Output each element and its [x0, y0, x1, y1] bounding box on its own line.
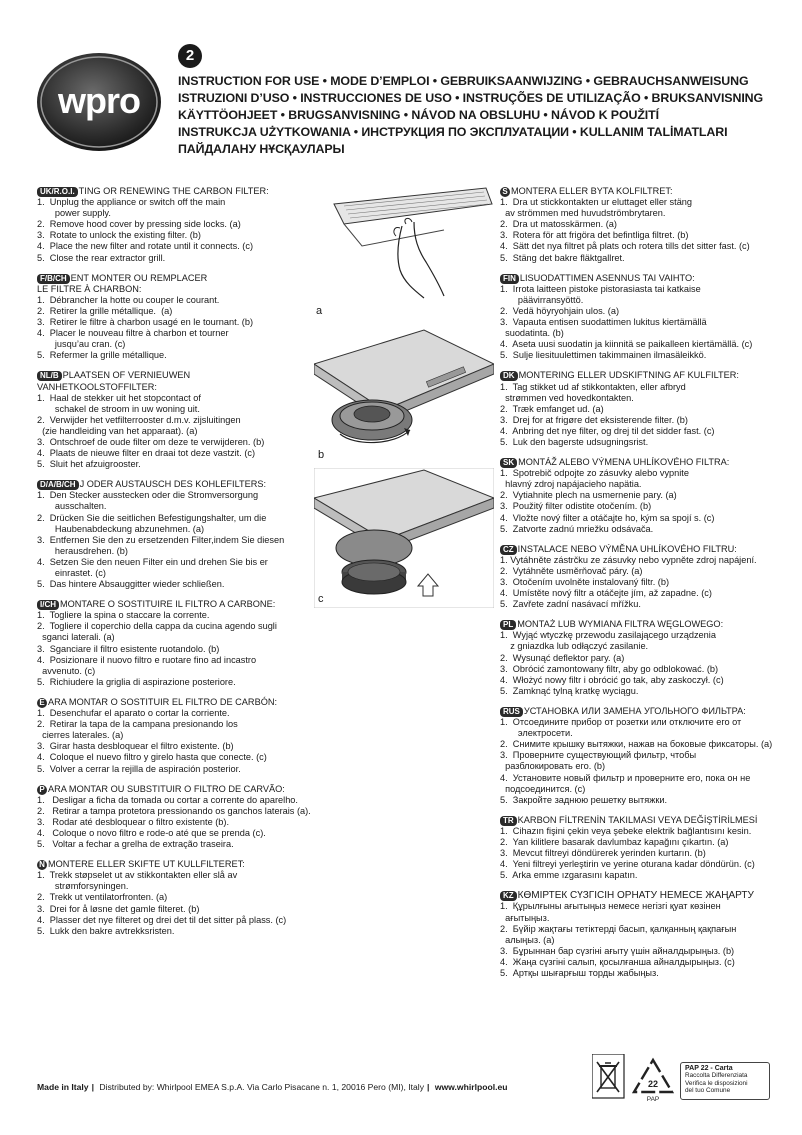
- instruction-step: 3. Проверните существующий фильтр, чтобы разблокировать его. (b): [500, 750, 697, 772]
- instruction-step: 4. Aseta uusi suodatin ja kiinnitä se paikalleen kiertämällä. (c): [500, 339, 753, 350]
- section-title: [37, 370, 319, 381]
- instruction-step: 2. Trekk ut ventilatorfronten. (a): [37, 892, 168, 903]
- page-number: 2: [178, 44, 202, 68]
- recycle-number: 22: [647, 1079, 659, 1089]
- title-line: INSTRUCTION FOR USE • MODE D’EMPLOI • GEBRUIKSAANWIJZING • GEBRAUCHSANWEISUNG: [178, 74, 749, 88]
- language-badge: CZ: [500, 545, 517, 555]
- language-badge: UK/R.O.I.: [37, 187, 78, 197]
- instruction-section: [37, 784, 319, 851]
- hood-filter-rotating-icon: [314, 324, 494, 464]
- instruction-step: 4. Anbring det nye filter, og drej til det sidder fast. (c): [500, 425, 715, 436]
- wpro-logo: [36, 52, 162, 152]
- instruction-step: 2. Dra ut matosskärmen. (a): [500, 219, 617, 230]
- section-title: [37, 479, 319, 490]
- instruction-step: 3. Vapauta entisen suodattimen lukitus kiertämällä suodatinta. (b): [500, 317, 707, 339]
- instruction-step: 5. Закройте заднюю решетку вытяжки.: [500, 794, 668, 805]
- instruction-step: 2. Verwijder het vetfilterrooster d.m.v. zijsluitingen (zie handleiding van het apparaat). (a): [37, 414, 241, 436]
- section-title: [37, 186, 319, 197]
- section-title: [37, 784, 319, 795]
- figure-a: [314, 186, 494, 324]
- instruction-section: [37, 370, 319, 470]
- title-line: INSTRUKCJA UŻYTKOWANIA • ИНСТРУКЦИЯ ПО ЭКСПЛУАТАЦИИ • KULLANIM TALİMATLARI: [178, 125, 728, 139]
- instruction-step: 3. Otočením uvolněte instalovaný filtr. (b): [500, 577, 670, 587]
- instruction-step: 1. Débrancher la hotte ou couper le courant.: [37, 294, 220, 305]
- instruction-step: 5. Sulje liesituulettimen takimmainen ilmasäleikkö.: [500, 350, 707, 361]
- website-link[interactable]: www.whirlpool.eu: [434, 1082, 508, 1092]
- recycle-code: PAP: [646, 1096, 660, 1102]
- right-instructions-column: [500, 186, 800, 988]
- language-badge: S: [500, 187, 510, 197]
- instruction-step: 3. Mevcut filtreyi döndürerek yerinden kurtarın. (b): [500, 848, 706, 859]
- hand-removing-grille-icon: [314, 186, 494, 324]
- instruction-step: 4. Coloque o novo filtro e rode-o até que se prenda (c).: [37, 827, 266, 838]
- instruction-step: 1. Trekk støpselet ut av stikkontakten eller slå av strømforsyningen.: [37, 870, 238, 892]
- distributor-text: Distributed by: Whirlpool EMEA S.p.A. Via Carlo Pisacane n. 1, 20016 Pero (MI), Italy: [99, 1082, 425, 1092]
- language-badge: N: [37, 860, 47, 870]
- instruction-section: [37, 859, 319, 937]
- instruction-step: 2. Vytáhněte usměrňovač páry. (a): [500, 565, 643, 576]
- instruction-section: [500, 457, 800, 535]
- instruction-section: [500, 273, 800, 362]
- instruction-step: 5. Arka emme ızgarasını kapatın.: [500, 870, 638, 881]
- instruction-step: 4. Setzen Sie den neuen Filter ein und drehen Sie bis er einrastet. (c): [37, 556, 268, 578]
- section-title-text: ARA MONTAR O SOSTITUIR EL FILTRO DE CARBÓN:: [48, 696, 278, 707]
- title-line: ПАЙДАЛАНУ НҰСҚАУЛАРЫ: [178, 142, 345, 156]
- language-badge: P: [37, 785, 47, 795]
- instruction-section: [500, 890, 800, 979]
- section-subtitle: LE FILTRE À CHARBON:: [37, 283, 142, 294]
- instruction-step: 2. Retirar a tampa protetora pressionando os ganchos laterais (a).: [37, 805, 311, 816]
- section-title: [37, 859, 319, 870]
- instruction-step: 4. Plaats de nieuwe filter en draai tot deze vastzit. (c): [37, 448, 256, 459]
- pap-line-1: Raccolta Differenziata: [685, 1072, 748, 1080]
- section-title-text: ARA MONTAR OU SUBSTITUIR O FILTRO DE CARVÃO:: [48, 783, 285, 794]
- instruction-step: 2. Бүйір жақтағы тетіктерді басып, қалқанның қақпағын алыңыз. (a): [500, 923, 737, 945]
- instruction-step: 3. Бұрыннан бар сүзгіні ағыту үшін айналдырыңыз. (b): [500, 945, 735, 956]
- instruction-step: 1. Haal de stekker uit het stopcontact of schakel de stroom in uw woning uit.: [37, 392, 201, 414]
- instruction-step: 3. Drei for å løsne det gamle filteret. (b): [37, 903, 200, 914]
- instruction-step: 4. Sätt det nya filtret på plats och rotera tills det sitter fast. (c): [500, 241, 750, 252]
- instruction-step: 2. Retirer la grille métallique. (a): [37, 305, 173, 316]
- instruction-step: 2. Vedä höyryohjain ulos. (a): [500, 305, 619, 316]
- instruction-step: 5. Stäng det bakre fläktgallret.: [500, 252, 625, 263]
- section-title-text: ENT MONTER OU REMPLACER: [70, 272, 208, 283]
- section-title-text: MONTERE ELLER SKIFTE UT KULLFILTERET:: [48, 859, 245, 870]
- instruction-step: 5. Refermer la grille métallique.: [37, 350, 167, 361]
- section-title-text: MONTERING ELLER UDSKIFTNING AF KULFILTER:: [518, 370, 739, 381]
- instruction-step: 2. Retirar la tapa de la campana presionando los cierres laterales. (a): [37, 719, 238, 741]
- instruction-step: 1. Wyjąć wtyczkę przewodu zasilającego urządzenia z gniazdka lub odłączyć zasilanie.: [500, 630, 716, 652]
- instruction-step: 3. Drej for at frigøre det eksisterende filter. (b): [500, 414, 688, 425]
- instruction-step: 5. Lukk den bakre avtrekksristen.: [37, 925, 175, 936]
- instruction-step: 2. Wysunąć deflektor pary. (a): [500, 652, 625, 663]
- section-title: [37, 697, 319, 708]
- language-badge: NL/B: [37, 371, 62, 381]
- language-badge: F/B/CH: [37, 274, 70, 284]
- instruction-step: 3. Retirer le filtre à charbon usagé en le tournant. (b): [37, 317, 254, 328]
- instruction-step: 5. Zatvorte zadnú mriežku odsávača.: [500, 523, 654, 534]
- section-title: [500, 544, 800, 555]
- left-instructions-column: [37, 186, 319, 946]
- section-title: [500, 186, 800, 197]
- instruction-step: 5. Zamknąć tylną kratkę wyciągu.: [500, 685, 639, 696]
- instruction-step: 5. Volver a cerrar la rejilla de aspiración posterior.: [37, 763, 241, 774]
- section-title-text: TING OR RENEWING THE CARBON FILTER:: [78, 186, 269, 196]
- instruction-step: 1. Tag stikket ud af stikkontakten, eller afbryd strømmen ved hovedkontakten.: [500, 381, 686, 403]
- section-subtitle: VANHETKOOLSTOFFILTER:: [37, 381, 157, 392]
- instruction-section: [500, 186, 800, 264]
- language-badge: PL: [500, 620, 516, 630]
- instruction-step: 1. Spotrebič odpojte zo zásuvky alebo vypnite hlavný zdroj napájacieho napätia.: [500, 468, 689, 490]
- language-badge: SK: [500, 458, 517, 468]
- instruction-step: 4. Установите новый фильтр и проверните его, пока он не подсоединится. (c): [500, 772, 751, 794]
- instruction-section: [500, 706, 800, 806]
- language-badge: FIN: [500, 274, 519, 284]
- section-title-text: J ODER AUSTAUSCH DES KOHLEFILTERS:: [79, 479, 267, 490]
- instruction-step: 1. Vytáhněte zástrčku ze zásuvky nebo vypněte zdroj napájení.: [500, 554, 757, 565]
- instruction-step: 1. Desenchufar el aparato o cortar la corriente.: [37, 708, 230, 719]
- section-title-text: MONTAŻ LUB WYMIANA FILTRA WĘGLOWEGO:: [517, 619, 724, 630]
- instruction-step: 2. Vytiahnite plech na usmernenie pary. (a): [500, 490, 677, 501]
- section-title-text: LISUODATTIMEN ASENNUS TAI VAIHTO:: [519, 272, 695, 283]
- language-badge: E: [37, 698, 47, 708]
- section-title-text: INSTALACE NEBO VÝMĚNA UHLÍKOVÉHO FILTRU:: [517, 543, 737, 554]
- language-badge: RUS: [500, 707, 523, 717]
- instruction-step: 5. Close the rear extractor grill.: [37, 252, 166, 263]
- logo-text: wpro: [58, 80, 140, 121]
- instruction-section: [500, 815, 800, 882]
- instruction-step: 2. Remove hood cover by pressing side locks. (a): [37, 219, 241, 230]
- figure-a-label: a: [316, 305, 323, 317]
- figure-b: [314, 324, 494, 464]
- instruction-step: 4. Place the new filter and rotate until it connects. (c): [37, 241, 254, 252]
- recycle-triangle-icon: [634, 1060, 672, 1102]
- instruction-step: 3. Sganciare il filtro esistente ruotandolo. (b): [37, 643, 220, 654]
- instruction-step: 1. Irrota laitteen pistoke pistorasiasta tai katkaise päävirransyöttö.: [500, 283, 701, 305]
- instruction-step: 2. Yan kilitlere basarak davlumbaz kapağını çıkartın. (a): [500, 836, 729, 847]
- instruction-step: 5. Richiudere la griglia di aspirazione posteriore.: [37, 676, 236, 687]
- instruction-step: 1. Құрылғыны ағытыңыз немесе негізгі қуат көзінен ағытыңыз.: [500, 901, 721, 923]
- instruction-step: 3. Girar hasta desbloquear el filtro existente. (b): [37, 741, 234, 752]
- section-title: [500, 273, 800, 284]
- pap-line-2: Verifica le disposizioni: [685, 1079, 748, 1087]
- instruction-step: 3. Obrócić zamontowany filtr, aby go odblokować. (b): [500, 663, 719, 674]
- figure-b-label: b: [318, 449, 325, 461]
- section-title-text: КӨМІРТЕК СҮЗГІСІН ОРНАТУ НЕМЕСЕ ЖАҢАРТУ: [517, 890, 754, 902]
- instruction-step: 1. Dra ut stickkontakten ur eluttaget eller stäng av strömmen med huvudströmbrytaren.: [500, 197, 693, 219]
- instruction-step: 1. Togliere la spina o staccare la corrente.: [37, 610, 210, 621]
- instruction-step: 1. Cihazın fişini çekin veya şebeke elektrik bağlantısını kesin.: [500, 825, 752, 836]
- made-in-italy: Made in Italy: [37, 1082, 89, 1092]
- instruction-step: 2. Træk emfanget ud. (a): [500, 403, 604, 414]
- instruction-section: [37, 697, 319, 775]
- instruction-step: 5. Voltar a fechar a grelha de extração traseira.: [37, 839, 234, 850]
- instruction-section: [37, 479, 319, 590]
- instruction-section: [37, 599, 319, 688]
- title-block: [178, 73, 768, 158]
- figure-c-label: c: [318, 593, 324, 605]
- instruction-step: 4. Placer le nouveau filtre à charbon et tourner jusqu’au cran. (c): [37, 328, 229, 350]
- instruction-step: 4. Vložte nový filter a otáčajte ho, kým sa spojí s. (c): [500, 512, 715, 523]
- instruction-step: 4. Posizionare il nuovo filtro e ruotare fino ad incastro avvenuto. (c): [37, 654, 257, 676]
- instruction-step: 4. Coloque el nuevo filtro y girelo hasta que conecte. (c): [37, 752, 267, 763]
- instruction-step: 4. Yeni filtreyi yerleştirin ve yerine oturana kadar döndürün. (c): [500, 859, 755, 870]
- language-badge: D/A/B/CH: [37, 480, 79, 490]
- instruction-section: [37, 186, 319, 264]
- section-title-text: MONTERA ELLER BYTA KOLFILTRET:: [511, 186, 673, 196]
- bin-icon: [592, 1054, 624, 1098]
- pap-line-3: del tuo Comune: [685, 1087, 731, 1095]
- language-badge: I/CH: [37, 600, 59, 610]
- instruction-step: 3. Ontschroef de oude filter om deze te verwijderen. (b): [37, 436, 265, 447]
- title-line: ISTRUZIONI D’USO • INSTRUCCIONES DE USO • INSTRUÇÕES DE UTILIZAÇÃO • BRUKSANVISNING: [178, 91, 764, 105]
- instruction-step: 3. Rotera för att frigöra det befintliga filtret. (b): [500, 230, 689, 241]
- pap-info-box: [680, 1062, 770, 1100]
- instruction-step: 1. Unplug the appliance or switch off the main power supply.: [37, 197, 226, 219]
- instruction-step: 1. Den Stecker ausstecken oder die Stromversorgung ausschalten.: [37, 490, 259, 512]
- instruction-section: [500, 370, 800, 448]
- instruction-step: 5. Sluit het afzuigrooster.: [37, 459, 141, 470]
- section-title: [37, 273, 319, 284]
- section-title-text: УСТАНОВКА ИЛИ ЗАМЕНА УГОЛЬНОГО ФИЛЬТРА:: [523, 705, 746, 716]
- instruction-step: 4. Жаңа сүзгіні салып, қосылғанша айналдырыңыз. (c): [500, 956, 735, 967]
- section-title: [500, 619, 800, 630]
- section-title-text: PLAATSEN OF VERNIEUWEN: [62, 370, 191, 381]
- instruction-step: 5. Luk den bagerste udsugningsrist.: [500, 436, 649, 447]
- instruction-step: 3. Rotate to unlock the existing filter. (b): [37, 230, 201, 241]
- instruction-step: 3. Použitý filter odistite otočením. (b): [500, 501, 652, 512]
- instruction-step: 4. Włożyć nowy filtr i obrócić go tak, aby zaskoczył. (c): [500, 674, 724, 685]
- instruction-step: 2. Drücken Sie die seitlichen Befestigungshalter, um die Haubenabdeckung abzunehmen. (a): [37, 512, 267, 534]
- language-badge: KZ: [500, 891, 517, 901]
- section-title-text: MONTARE O SOSTITUIRE IL FILTRO A CARBONE:: [60, 599, 276, 610]
- instruction-step: 5. Das hintere Absauggitter wieder schließen.: [37, 579, 225, 590]
- instruction-section: [500, 619, 800, 697]
- figure-c: [314, 468, 494, 608]
- section-title: [37, 599, 319, 610]
- hood-filter-fitting-icon: [314, 468, 494, 608]
- instruction-step: 5. Zavřete zadní nasávací mřížku.: [500, 599, 641, 610]
- instruction-step: 3. Rodar até desbloquear o filtro existente (b).: [37, 816, 230, 827]
- instruction-section: [37, 273, 319, 362]
- section-title: [500, 706, 800, 717]
- instruction-step: 5. Артқы шығарғыш торды жабыңыз.: [500, 968, 659, 978]
- section-title-text: KARBON FİLTRENİN TAKILMASI VEYA DEĞİŞTİRİLMESİ: [517, 814, 758, 825]
- footer: Made in Italy | Distributed by: Whirlpool EMEA S.p.A. Via Carlo Pisacane n. 1, 20016 Pero (MI), Italy | www.whirlpool.eu: [37, 1082, 508, 1092]
- instruction-step: 2. Снимите крышку вытяжки, нажав на боковые фиксаторы. (a): [500, 739, 773, 750]
- language-badge: DK: [500, 371, 518, 381]
- section-title: [500, 370, 800, 381]
- instruction-step: 2. Togliere il coperchio della cappa da cucina agendo sugli sganci laterali. (a): [37, 621, 277, 643]
- section-title: [500, 815, 800, 826]
- instruction-step: 4. Plasser det nye filteret og drei det til det sitter på plass. (c): [37, 914, 287, 925]
- language-badge: TR: [500, 816, 517, 826]
- section-title-text: MONTÁŽ ALEBO VÝMENA UHLÍKOVÉHO FILTRA:: [518, 457, 730, 468]
- instruction-step: 1. Отсоедините прибор от розетки или отключите его от электросети.: [500, 717, 742, 739]
- section-title: [500, 457, 800, 468]
- section-title: [500, 890, 800, 901]
- instruction-step: 4. Umístěte nový filtr a otáčejte jím, až zapadne. (c): [500, 588, 712, 599]
- pap-title: PAP 22 - Carta: [685, 1065, 733, 1072]
- instruction-section: [500, 544, 800, 611]
- instruction-step: 1. Desligar a ficha da tomada ou cortar a corrente do aparelho.: [37, 794, 298, 805]
- instruction-step: 3. Entfernen Sie den zu ersetzenden Filter,indem Sie diesen herausdrehen. (b): [37, 534, 285, 556]
- title-line: KÄYTTÖOHJEET • BRUGSANVISNING • NÁVOD NA OBSLUHU • NÁVOD K POUŽITÍ: [178, 108, 659, 122]
